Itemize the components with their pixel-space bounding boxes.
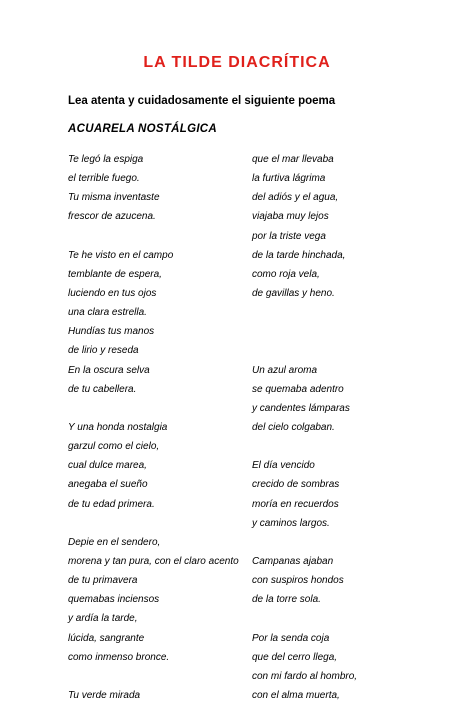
poem-line: El día vencido	[252, 460, 315, 472]
poem-line: con mi fardo al hombro,	[252, 670, 358, 682]
poem-line: cual dulce marea,	[68, 460, 147, 472]
poem-line	[252, 303, 357, 322]
poem-line: Tu misma inventaste	[68, 192, 160, 204]
poem-line: el terrible fuego.	[68, 173, 140, 185]
poem-line	[252, 341, 357, 360]
poem-line: como inmenso bronce.	[68, 651, 170, 663]
poem-line: garzul como el cielo,	[68, 441, 160, 453]
poem-line: temblante de espera,	[68, 268, 162, 280]
poem-line: luciendo en tus ojos	[68, 287, 157, 299]
poem-line: Por la senda coja	[252, 632, 330, 644]
poem-line	[68, 399, 239, 418]
poem-line: frescor de azucena.	[68, 211, 156, 223]
poem-line: y candentes lámparas	[252, 402, 350, 414]
poem-line: anegaba el sueño	[68, 479, 148, 491]
poem-line	[68, 514, 239, 533]
poem-line: de la tarde hinchada,	[252, 249, 346, 261]
poem-line: crecido de sombras	[252, 479, 340, 491]
poem-line: que el mar llevaba	[252, 154, 334, 165]
poem-line: de gavillas y heno.	[252, 287, 335, 299]
poem-line: se quemaba adentro	[252, 383, 344, 395]
poem-line: y ardía la tarde,	[68, 613, 138, 625]
poem-line: viajaba muy lejos	[252, 211, 329, 223]
poem-line: una clara estrella.	[68, 307, 147, 319]
poem-line: de tu primavera	[68, 575, 138, 587]
poem-line: de tu edad primera.	[68, 498, 155, 510]
poem-column-left	[68, 150, 239, 705]
poem-line: moría en recuerdos	[252, 498, 339, 510]
poem-line: Depie en el sendero,	[68, 536, 161, 548]
poem-line: la furtiva lágrima	[252, 173, 326, 185]
poem-line: con suspiros hondos	[252, 575, 344, 587]
poem-line: del adiós y el agua,	[252, 192, 339, 204]
poem-line: morena y tan pura, con el claro acento	[68, 555, 239, 567]
poem-line	[68, 227, 239, 246]
poem-line: que del cerro llega,	[252, 651, 338, 663]
poem-line: de lirio y reseda	[68, 345, 139, 357]
poem-line: Hundías tus manos	[68, 326, 155, 338]
poem-column-right	[252, 150, 357, 705]
poem-line	[68, 667, 239, 686]
poem-line	[252, 322, 357, 341]
poem-line: y caminos largos.	[252, 517, 330, 529]
poem-line: Te legó la espiga	[68, 154, 144, 165]
poem-line	[252, 533, 357, 552]
poem-line: como roja vela,	[252, 268, 320, 280]
poem-line: lúcida, sangrante	[68, 632, 145, 644]
poem-line: Te he visto en el campo	[68, 249, 174, 261]
poem-line: quemabas inciensos	[68, 594, 160, 606]
poem-line: de tu cabellera.	[68, 383, 137, 395]
poem-line: con el alma muerta,	[252, 689, 340, 701]
page-title: LA TILDE DIACRÍTICA	[143, 54, 331, 71]
poem-line: del cielo colgaban.	[252, 421, 335, 433]
poem-line: Campanas ajaban	[252, 555, 334, 567]
poem-line: Tu verde mirada	[68, 689, 141, 701]
poem-line: por la triste vega	[252, 230, 326, 242]
poem-title: ACUARELA NOSTÁLGICA	[68, 123, 218, 135]
poem-line	[252, 437, 357, 456]
poem-line: Un azul aroma	[252, 364, 318, 376]
poem-line: Y una honda nostalgia	[68, 421, 168, 433]
poem-line	[252, 609, 357, 628]
instruction-text: Lea atenta y cuidadosamente el siguiente poema	[68, 95, 336, 107]
poem-line: En la oscura selva	[68, 364, 150, 376]
poem-line: de la torre sola.	[252, 594, 321, 606]
